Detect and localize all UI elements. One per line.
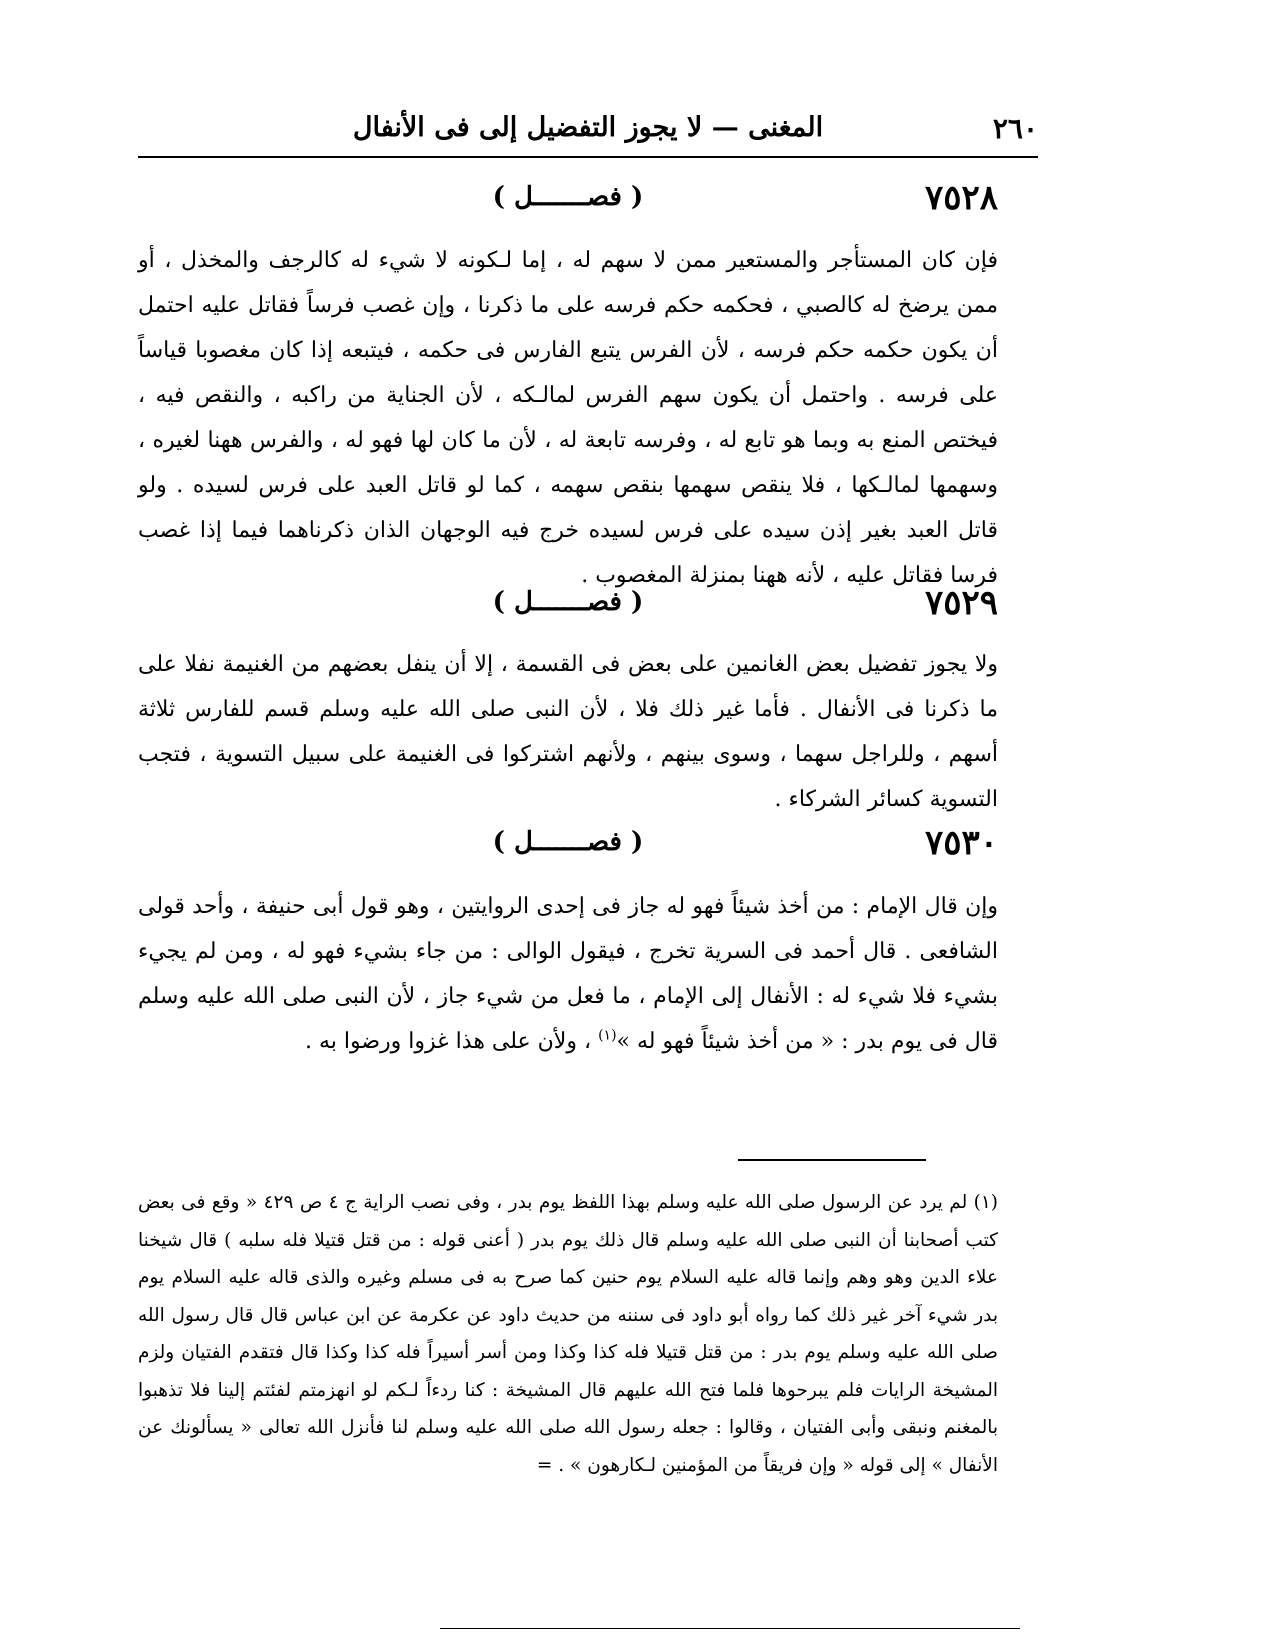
- section-title: ( فصـــــــل ): [492, 587, 644, 617]
- section-number: ٧٥٢٨: [924, 178, 998, 218]
- section-heading: [138, 823, 998, 873]
- running-title: المغنى — لا يجوز التفضيل إلى فى الأنفال: [352, 112, 824, 143]
- section-number: ٧٥٣٠: [924, 823, 998, 863]
- section-title: ( فصـــــــل ): [492, 827, 644, 857]
- paragraph-text: وإن قال الإمام : من أخذ شيئاً فهو له جاز فى إحدى الروايتين ، وهو قول أبى حنيفة ، وأحد قولى الشافعى . قال أحمد فى السرية تخرج ، فيقول الوالى : من جاء بشيء فهو له ، ومن لم يجيء بشيء فلا شيء له : الأنفال إلى الإمام ، ما فعل من شيء جاز ، لأن النبى صلى الله عليه وسلم قال فى يوم بدر : « من أخذ شيئاً فهو له »: [138, 894, 998, 1054]
- footnote-separator: [738, 1159, 926, 1161]
- section-paragraph: [138, 884, 998, 1064]
- section-heading: [138, 178, 998, 228]
- footnote: (١) لم يرد عن الرسول صلى الله عليه وسلم بهذا اللفظ يوم بدر ، وفى نصب الراية ج ٤ ص ٤٢٩ « وقع فى بعض كتب أصحابنا أن النبى صلى الله عليه وسلم قال ذلك يوم بدر ( أعنى قوله : من قتل قتيلا فله سلبه ) قال شيخنا علاء الدين وهو وهم وإنما قاله عليه السلام يوم حنين كما صرح به فى مسلم وغيره والذى قاله عليه السلام يوم بدر شيء آخر غير ذلك كما رواه أبو داود فى سننه من حديث داود عن عكرمة عن ابن عباس قال قال رسول الله صلى الله عليه وسلم يوم بدر : من قتل قتيلا فله كذا وكذا ومن أسر أسيراً فله كذا وكذا قال فتقدم الفتيان ولزم المشيخة الرايات فلم يبرحوها فلما فتح الله عليهم قال المشيخة : كنا ردءاً لـكم لو انهزمتم لفئتم إلينا فلا تذهبوا بالمغنم ونبقى وأبى الفتيان ، وقالوا : جعله رسول الله صلى الله عليه وسلم لنا فأنزل الله تعالى « يسألونك عن الأنفال » إلى قوله « وإن فريقاً من المؤمنين لـكارهون » . =: [138, 1192, 998, 1476]
- section-number: ٧٥٢٩: [924, 583, 998, 623]
- section-title: ( فصـــــــل ): [492, 182, 644, 212]
- paragraph-text-continued: ، ولأن على هذا غزوا ورضوا به .: [304, 1029, 599, 1054]
- footnote-reference[interactable]: (١): [598, 1027, 617, 1044]
- page-number: ٢٦٠: [992, 112, 1038, 145]
- bottom-rule: [440, 1628, 1020, 1629]
- section-paragraph: ولا يجوز تفضيل بعض الغانمين على بعض فى القسمة ، إلا أن ينفل بعضهم من الغنيمة نفلا على ما ذكرنا فى الأنفال . فأما غير ذلك فلا ، لأن النبى صلى الله عليه وسلم قسم للفارس ثلاثة أسهم ، وللراجل سهما ، وسوى بينهم ، ولأنهم اشتركوا فى الغنيمة على سبيل التسوية ، فتجب التسوية كسائر الشركاء .: [138, 652, 998, 812]
- running-head: [138, 106, 1038, 152]
- section-heading: [138, 583, 998, 633]
- header-rule: [138, 156, 1038, 158]
- section-paragraph: فإن كان المستأجر والمستعير ممن لا سهم له ، إما لـكونه لا شيء له كالرجف والمخذل ، أو ممن يرضخ له كالصبي ، فحكمه حكم فرسه على ما ذكرنا ، وإن غصب فرساً فقاتل عليه احتمل أن يكون حكمه حكم فرسه ، لأن الفرس يتبع الفارس فى حكمه ، فيتبعه إذا كان مغصوبا قياساً على فرسه . واحتمل أن يكون سهم الفرس لمالـكه ، لأن الجناية من راكبه ، والنقص فيه ، فيختص المنع به وبما هو تابع له ، وفرسه تابعة له ، لأن ما كان لها فهو له ، والفرس ههنا لغيره ، وسهمها لمالـكها ، فلا ينقص سهمها بنقص سهمه ، كما لو قاتل العبد على فرس لسيده . ولو قاتل العبد بغير إذن سيده على فرس لسيده خرج فيه الوجهان الذان ذكرناهما فيما إذا غصب فرسا فقاتل عليه ، لأنه ههنا بمنزلة المغصوب .: [138, 248, 999, 588]
